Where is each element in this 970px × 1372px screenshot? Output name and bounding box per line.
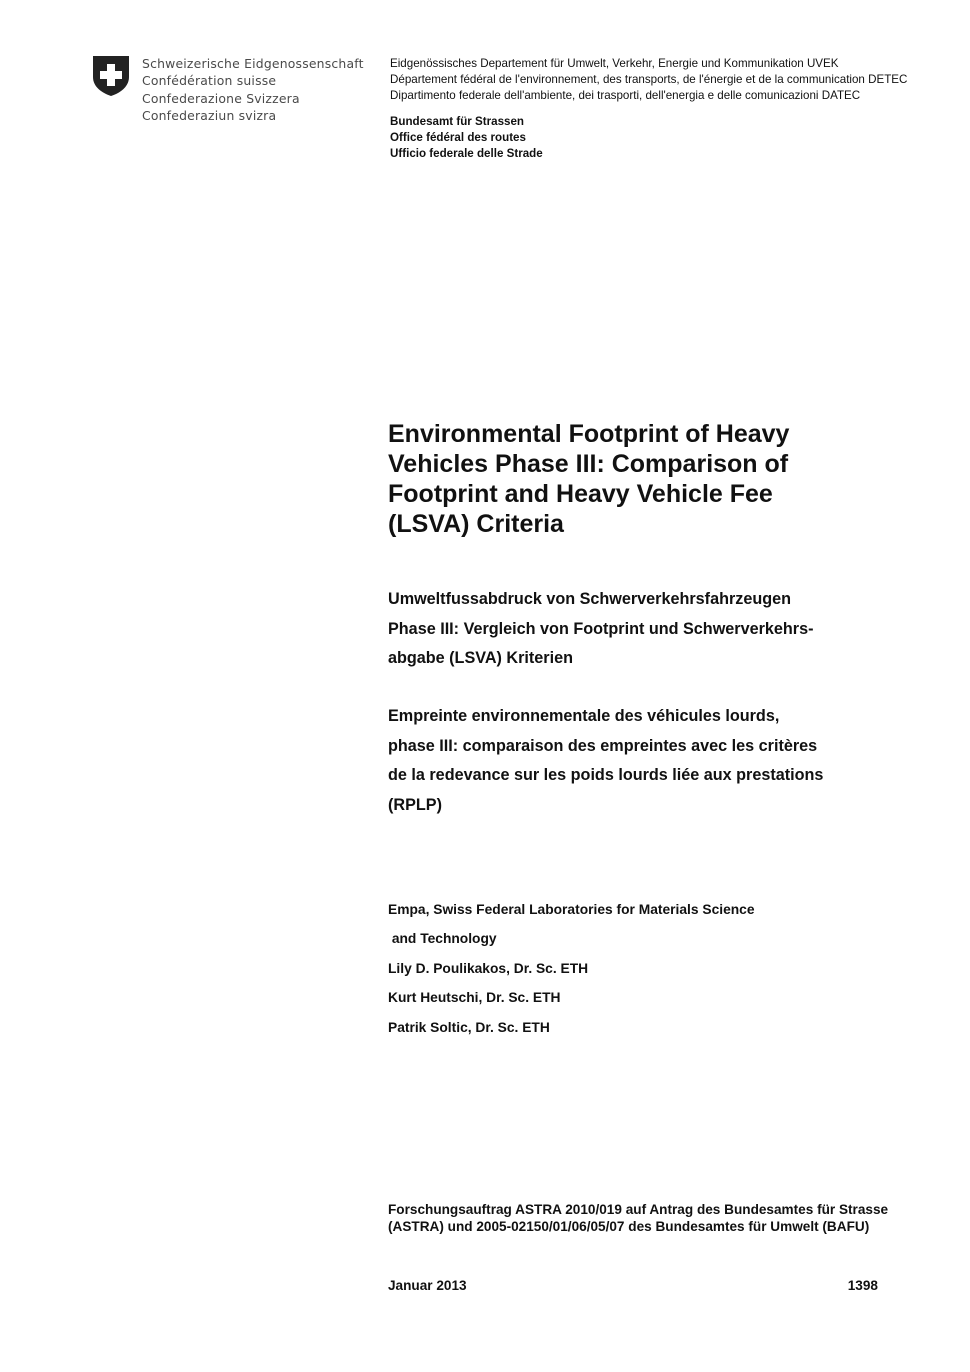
subtitle-french-line: Empreinte environnementale des véhicules lourds, xyxy=(388,707,780,725)
swiss-cross-shield-icon xyxy=(92,55,130,97)
department-names xyxy=(390,56,907,105)
subtitle-german-line: abgabe (LSVA) Kriterien xyxy=(388,649,573,667)
subtitle-french-line: phase III: comparaison des empreintes avec les critères xyxy=(388,736,818,755)
cross-horizontal xyxy=(100,71,122,79)
institution-line: Empa, Swiss Federal Laboratories for Materials Science xyxy=(388,902,755,917)
confederation-it: Confederazione Svizzera xyxy=(142,90,300,106)
subtitle-french-line: (RPLP) xyxy=(388,795,442,814)
office-names xyxy=(390,114,543,163)
author-name: Kurt Heutschi, Dr. Sc. ETH xyxy=(388,990,561,1006)
office-fr: Office fédéral des routes xyxy=(390,131,526,145)
office-it: Ufficio federale delle Strade xyxy=(390,147,543,161)
subtitle-french xyxy=(388,702,888,820)
department-it: Dipartimento federale dell'ambiente, dei trasporti, dell'energia e delle comunicazioni DATEC xyxy=(390,89,861,103)
office-de: Bundesamt für Strassen xyxy=(390,115,525,128)
funding-statement: Forschungsauftrag ASTRA 2010/019 auf Antrag des Bundesamtes für Strasse (ASTRA) und 2005-02150/01/06/05/07 des Bundesamtes für Umwelt (BAFU) xyxy=(388,1202,889,1234)
footer xyxy=(388,1277,878,1295)
institution-line: and Technology xyxy=(388,931,497,947)
confederation-fr: Confédération suisse xyxy=(142,73,277,89)
author-name: Lily D. Poulikakos, Dr. Sc. ETH xyxy=(388,960,589,976)
department-de: Eidgenössisches Departement für Umwelt, Verkehr, Energie und Kommunikation UVEK xyxy=(390,57,839,70)
authors-block xyxy=(388,895,755,1042)
department-fr: Département fédéral de l'environnement, des transports, de l'énergie et de la communication DETEC xyxy=(390,73,908,87)
subtitle-french-line: de la redevance sur les poids lourds liée aux prestations xyxy=(388,766,824,784)
confederation-de: Schweizerische Eidgenossenschaft xyxy=(142,56,364,71)
confederation-names xyxy=(142,55,364,124)
report-number: 1398 xyxy=(847,1278,878,1293)
subtitle-german-line: Umweltfussabdruck von Schwerverkehrsfahrzeugen xyxy=(388,590,792,608)
publication-date: Januar 2013 xyxy=(388,1278,467,1293)
subtitle-german xyxy=(388,585,888,674)
report-title: Environmental Footprint of Heavy Vehicles Phase III: Comparison of Footprint and Heavy Vehicle Fee (LSVA) Criteria xyxy=(388,420,790,538)
author-name: Patrik Soltic, Dr. Sc. ETH xyxy=(388,1019,550,1035)
confederation-rm: Confederaziun svizra xyxy=(142,107,277,123)
subtitle-german-line: Phase III: Vergleich von Footprint und Schwerverkehrs- xyxy=(388,619,814,638)
